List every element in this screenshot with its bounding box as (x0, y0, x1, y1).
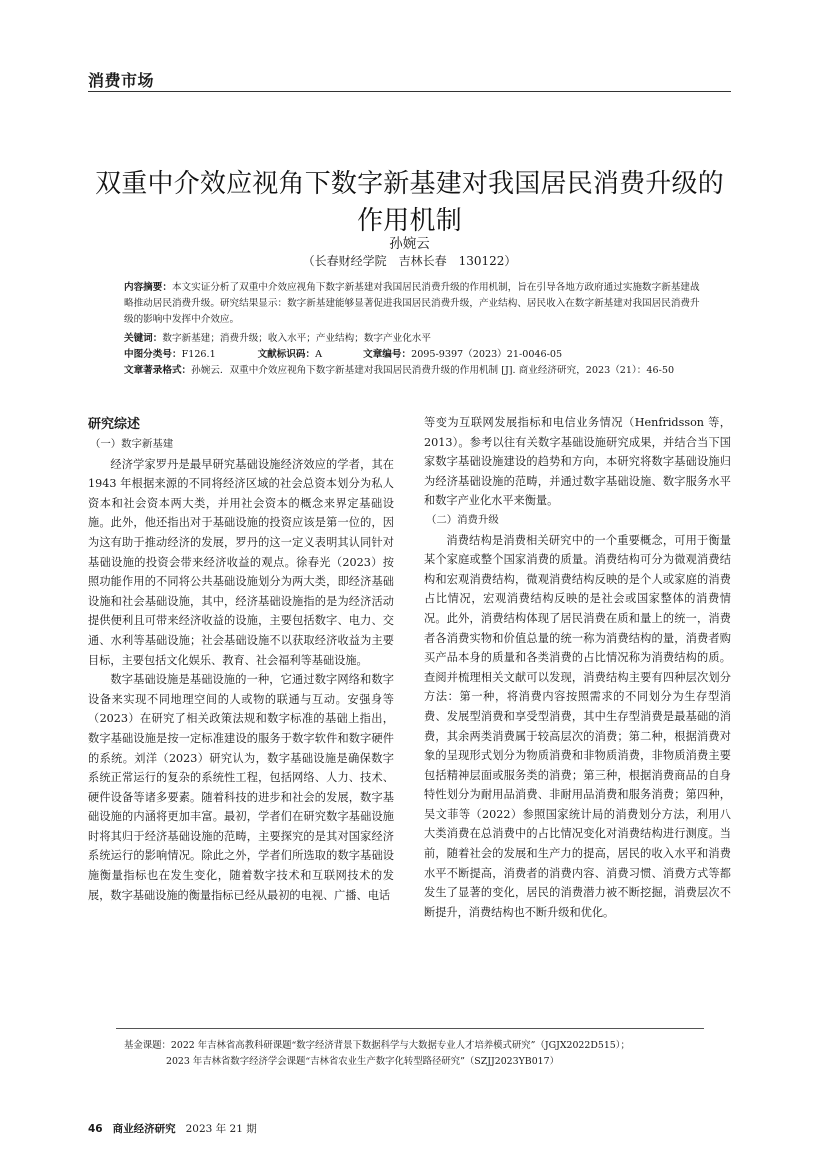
funding-rule (116, 1028, 704, 1029)
column-right (424, 413, 731, 922)
doc-code-value: A (315, 349, 323, 360)
clc-value: F126.1 (181, 349, 216, 360)
paragraph-2: 数字基础设施是基础设施的一种，它通过数字网络和数字设备来实现不同地理空间的人或物的联通与互动。安强身等（2023）在研究了相关政策法规和数字标准的基础上指出，数字基础设施是按一定标准建设的服务于数字软件和数字硬件的系统。刘洋（2023）研究认为，数字基础设施是确保数字系统正常运行的复杂的系统性工程，包括网络、人力、技术、硬件设备等诸多要素。随着科技的进步和社会的发展，数字基础设施的内涵将更加丰富。最初，学者们在研究数字基础设施时将其归于经济基础设施的范畴，主要探究的是其对国家经济系统运行的影响情况。除此之外，学者们所选取的数字基础设施衡量指标也在发生变化，随着数字技术和互联网技术的发展，数字基础设施的衡量指标已经从最初的电视、广播、电话 (88, 673, 394, 902)
article-title: 双重中介效应视角下数字新基建对我国居民消费升级的作用机制 (95, 169, 724, 236)
header-rule (88, 91, 731, 92)
article-number-value: 2095-9397（2023）21-0046-05 (411, 349, 563, 360)
abstract-text: 本文实证分析了双重中介效应视角下数字新基建对我国居民消费升级的作用机制，旨在引导各地方政府通过实施数字新基建战略推动居民消费升级。研究结果显示：数字新基建能够显著促进我国居民消费升级，产业结构、居民收入在数字新基建对我国居民消费升级的影响中发挥中介效应。 (124, 282, 700, 325)
column-left (88, 413, 394, 905)
citation-label: 文章著录格式： (124, 365, 192, 376)
citation (124, 363, 709, 379)
paragraph-3: 等变为互联网发展指标和电信业务情况（Henfridsson 等，2013）。参考以往有关数字基础设施研究成果，并结合当下国家数字基础设施建设的趋势和方向，本研究将数字基础设施归为经济基础设施的范畴，并通过数字基础设施、数字服务水平和数字产业化水平来衡量。 (424, 416, 731, 508)
keywords-text: 数字新基建；消费升级；收入水平；产业结构；数字产业化水平 (162, 333, 431, 344)
abstract (124, 280, 709, 328)
keywords-label: 关键词： (124, 333, 163, 344)
subheading-digital-infrastructure: （一）数字新基建 (90, 438, 174, 450)
subheading-consumption-upgrade: （二）消费升级 (426, 513, 499, 526)
journal-issue: 2023 年 21 期 (185, 1123, 257, 1135)
journal-name: 商业经济研究 (112, 1123, 176, 1135)
funding-line-1: 2022 年吉林省高教科研课题“数字经济背景下数据科学与大数据专业人才培养模式研究”（JGJX2022D515）； (170, 1040, 630, 1051)
funding-note (124, 1038, 724, 1070)
author-name: 孙婉云 (389, 236, 430, 252)
doc-code-label: 文献标识码： (257, 349, 316, 360)
section-heading: 研究综述 (88, 417, 141, 432)
classification-line (124, 347, 709, 363)
section-tag: 消费市场 (88, 71, 155, 90)
article-number-label: 文章编号： (363, 349, 412, 360)
abstract-label: 内容摘要： (124, 282, 172, 293)
page-number: 46 (88, 1123, 103, 1135)
clc-label: 中图分类号： (124, 349, 182, 360)
keywords (124, 331, 709, 347)
paragraph-1: 经济学家罗丹是最早研究基础设施经济效应的学者，其在 1943 年根据来源的不同将经济区域的社会总资本划分为私人资本和社会资本两大类，并用社会资本的概念来界定基础设施。此外，他还指出对于基础设施的投资应该是第一位的，因为这有助于推动经济的发展，罗丹的这一定义表明其认同针对基础设施的投资会带来经济收益的观点。徐春光（2023）按照功能作用的不同将公共基础设施划分为两大类，即经济基础设施和社会基础设施，其中，经济基础设施指的是为经济活动提供便利且可带来经济收益的设施，主要包括数字、电力、交通、水利等基础设施；社会基础设施不以获取经济收益为主要目标，主要包括文化娱乐、教育、社会福利等基础设施。 (88, 457, 394, 667)
page-footer (88, 1121, 257, 1136)
author-affiliation: （长春财经学院 吉林长春 130122） (302, 254, 517, 268)
funding-line-2: 2023 年吉林省数字经济学会课题“吉林省农业生产数字化转型路径研究”（SZJJ2023YB017） (166, 1056, 559, 1067)
citation-text: 孙婉云．双重中介效应视角下数字新基建对我国居民消费升级的作用机制 [J]. 商业经济研究，2023（21）：46-50 (191, 365, 675, 376)
paragraph-4: 消费结构是消费相关研究中的一个重要概念，可用于衡量某个家庭或整个国家消费的质量。消费结构可分为微观消费结构和宏观消费结构，微观消费结构反映的是个人或家庭的消费占比情况，宏观消费结构反映的是社会或国家整体的消费情况。此外，消费结构体现了居民消费在质和量上的统一，消费者各消费实物和价值总量的统一称为消费结构的量，消费者购买产品本身的质量和各类消费的占比情况称为消费结构的质。查阅并梳理相关文献可以发现，消费结构主要有四种层次划分方法：第一种，将消费内容按照需求的不同划分为生存型消费、发展型消费和享受型消费，其中生存型消费是最基础的消费，其余两类消费属于较高层次的消费；第二种，根据消费对象的呈现形式划分为物质消费和非物质消费，非物质消费主要包括精神层面或服务类的消费；第三种，根据消费商品的自身特性划分为耐用品消费、非耐用品消费和服务消费；第四种，吴文菲等（2022）参照国家统计局的消费划分方法，利用八大类消费在总消费中的占比情况变化对消费结构进行测度。当前，随着社会的发展和生产力的提高，居民的收入水平和消费水平不断提高，消费者的消费内容、消费习惯、消费方式等都发生了显著的变化，居民的消费潜力被不断挖掘，消费层次不断提升，消费结构也不断升级和优化。 (424, 533, 731, 919)
funding-label: 基金课题： (124, 1040, 171, 1051)
